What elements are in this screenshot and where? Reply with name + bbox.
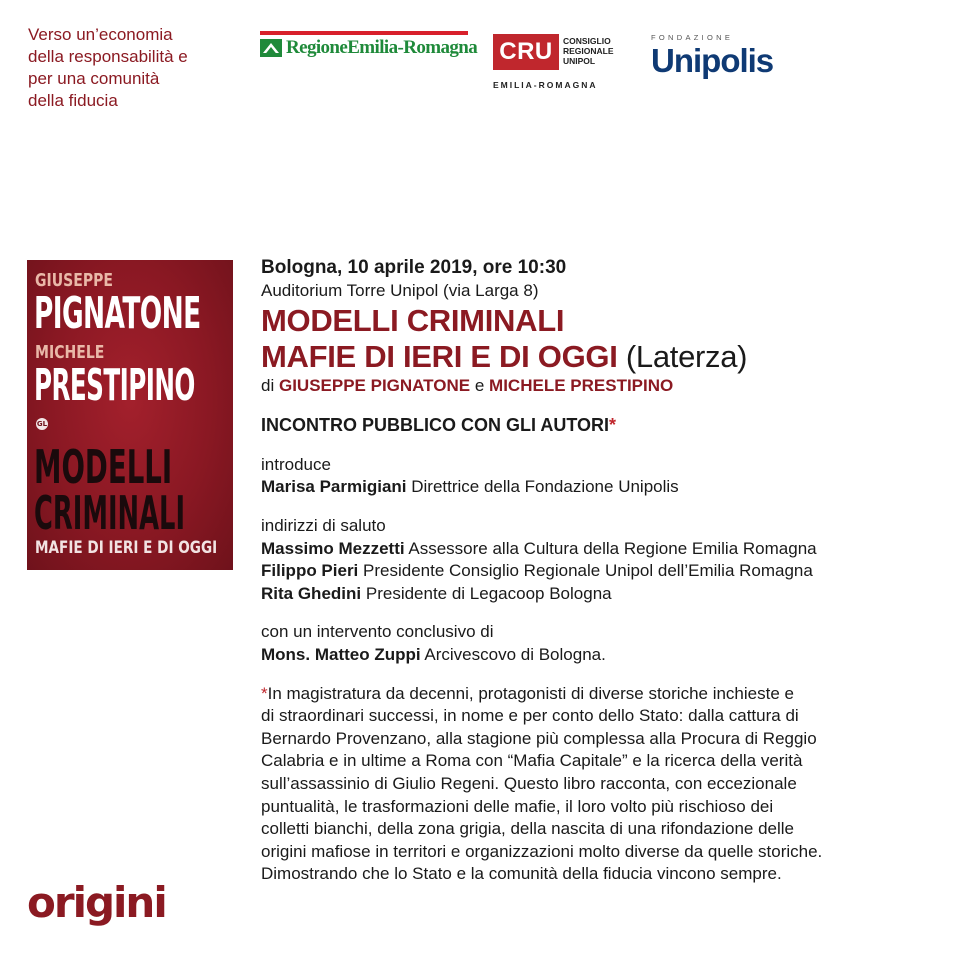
- speaker-name: Mons. Matteo Zuppi: [261, 644, 421, 664]
- cru-logo-side-text: [563, 36, 614, 66]
- speaker-role: Presidente di Legacoop Bologna: [365, 583, 612, 603]
- cover-author1-first: GIUSEPPE: [35, 270, 114, 291]
- cru-side-line: REGIONALE: [563, 46, 614, 56]
- cru-side-line: UNIPOL: [563, 56, 596, 66]
- footnote-line: puntualità, le trasformazioni delle mafie, il loro volto più rischioso dei: [261, 796, 774, 816]
- greeting-speaker: [261, 583, 941, 606]
- regione-logo-text: RegioneEmilia-Romagna: [286, 37, 478, 58]
- cru-logo-region: EMILIA-ROMAGNA: [493, 80, 598, 90]
- footnote-line: colletti bianchi, della zona grigia, della nascita di una rifondazione delle: [261, 819, 795, 839]
- event-type: [261, 414, 941, 437]
- tagline: [28, 24, 243, 112]
- tagline-line: della fiducia: [28, 91, 118, 110]
- authors-and: e: [474, 375, 485, 395]
- footnote-line: di straordinari successi, in nome e per conto dello Stato: dalla cattura di: [261, 706, 799, 726]
- footnote-description: [261, 683, 941, 886]
- footnote-line: Dimostrando che lo Stato e la comunità della fiducia vincono sempre.: [261, 864, 782, 884]
- cru-logo: [493, 34, 623, 94]
- fondazione-label: FONDAZIONE: [651, 33, 734, 42]
- unipolis-name: Unipolis: [651, 42, 774, 79]
- cover-author2-first: MICHELE: [35, 342, 105, 363]
- book-authors: [261, 375, 941, 398]
- spacer: [261, 437, 941, 454]
- tagline-line: Verso un’economia: [28, 25, 173, 44]
- regione-emilia-romagna-logo: [260, 31, 478, 63]
- speaker-role: Direttrice della Fondazione Unipolis: [411, 477, 679, 497]
- speaker-role: Presidente Consiglio Regionale Unipol dell’Emilia Romagna: [363, 561, 813, 581]
- footnote-line: origini mafiose in territori e organizzazioni molto diverse da quelle storiche.: [261, 841, 823, 861]
- closing-speaker: [261, 644, 941, 667]
- spacer: [261, 667, 941, 683]
- book-title-line1: MODELLI CRIMINALI: [261, 302, 565, 338]
- cover-author1-last: PIGNATONE: [34, 288, 201, 339]
- origini-logo: origini: [27, 878, 166, 927]
- book-publisher: (Laterza): [625, 338, 748, 374]
- intro-speaker: [261, 476, 941, 499]
- logo-red-bar: [260, 31, 468, 35]
- greeting-speaker: [261, 538, 941, 561]
- unipolis-logo: [651, 33, 774, 83]
- cover-title2: CRIMINALI: [34, 486, 186, 540]
- speaker-name: Filippo Pieri: [261, 561, 359, 581]
- closing-label: con un intervento conclusivo di: [261, 622, 494, 642]
- speaker-name: Massimo Mezzetti: [261, 538, 405, 558]
- speaker-role: Assessore alla Cultura della Regione Emilia Romagna: [408, 538, 817, 558]
- speaker-name: Marisa Parmigiani: [261, 477, 407, 497]
- author-2: MICHELE PRESTIPINO: [489, 375, 674, 395]
- tagline-line: della responsabilità e: [28, 47, 188, 66]
- footnote-line: Bernardo Provenzano, alla stagione più complessa alla Procura di Reggio: [261, 728, 817, 748]
- event-date: Bologna, 10 aprile 2019, ore 10:30: [261, 257, 567, 278]
- event-type-text: INCONTRO PUBBLICO CON GLI AUTORI: [261, 415, 609, 436]
- spacer: [261, 499, 941, 515]
- footnote-line: Calabria e in ultime a Roma con “Mafia Capitale” e la ricerca della verità: [261, 751, 803, 771]
- footnote-text: In magistratura da decenni, protagonisti di diverse storiche inchieste e: [267, 683, 794, 703]
- footnote-star: *: [261, 683, 268, 703]
- regione-emblem-icon: [260, 39, 282, 57]
- speaker-role: Arcivescovo di Bologna.: [424, 644, 606, 664]
- publisher-mark-icon: GL: [36, 420, 48, 428]
- book-title-line2: [261, 339, 941, 375]
- cover-subtitle: MAFIE DI IERI E DI OGGI: [35, 538, 218, 558]
- footnote-star: *: [609, 415, 617, 436]
- cover-title1: MODELLI: [34, 440, 173, 494]
- book-cover: [27, 260, 233, 570]
- intro-label: introduce: [261, 454, 331, 474]
- spacer: [261, 605, 941, 621]
- greetings-label: indirizzi di saluto: [261, 515, 386, 535]
- footnote-line: sull’assassinio di Giulio Regeni. Questo libro racconta, con eccezionale: [261, 773, 797, 793]
- cover-author2-last: PRESTIPINO: [34, 360, 195, 411]
- footnote-line: [261, 683, 941, 706]
- author-1: GIUSEPPE PIGNATONE: [278, 375, 471, 395]
- book-title-text: MAFIE DI IERI E DI OGGI: [261, 338, 618, 374]
- tagline-line: per una comunità: [28, 69, 160, 88]
- cru-logo-box: CRU: [493, 34, 559, 70]
- speaker-name: Rita Ghedini: [261, 583, 362, 603]
- event-details: [261, 256, 941, 886]
- cru-side-line: CONSIGLIO: [563, 36, 611, 46]
- greeting-speaker: [261, 560, 941, 583]
- authors-by: di: [261, 375, 275, 395]
- event-venue: Auditorium Torre Unipol (via Larga 8): [261, 281, 539, 300]
